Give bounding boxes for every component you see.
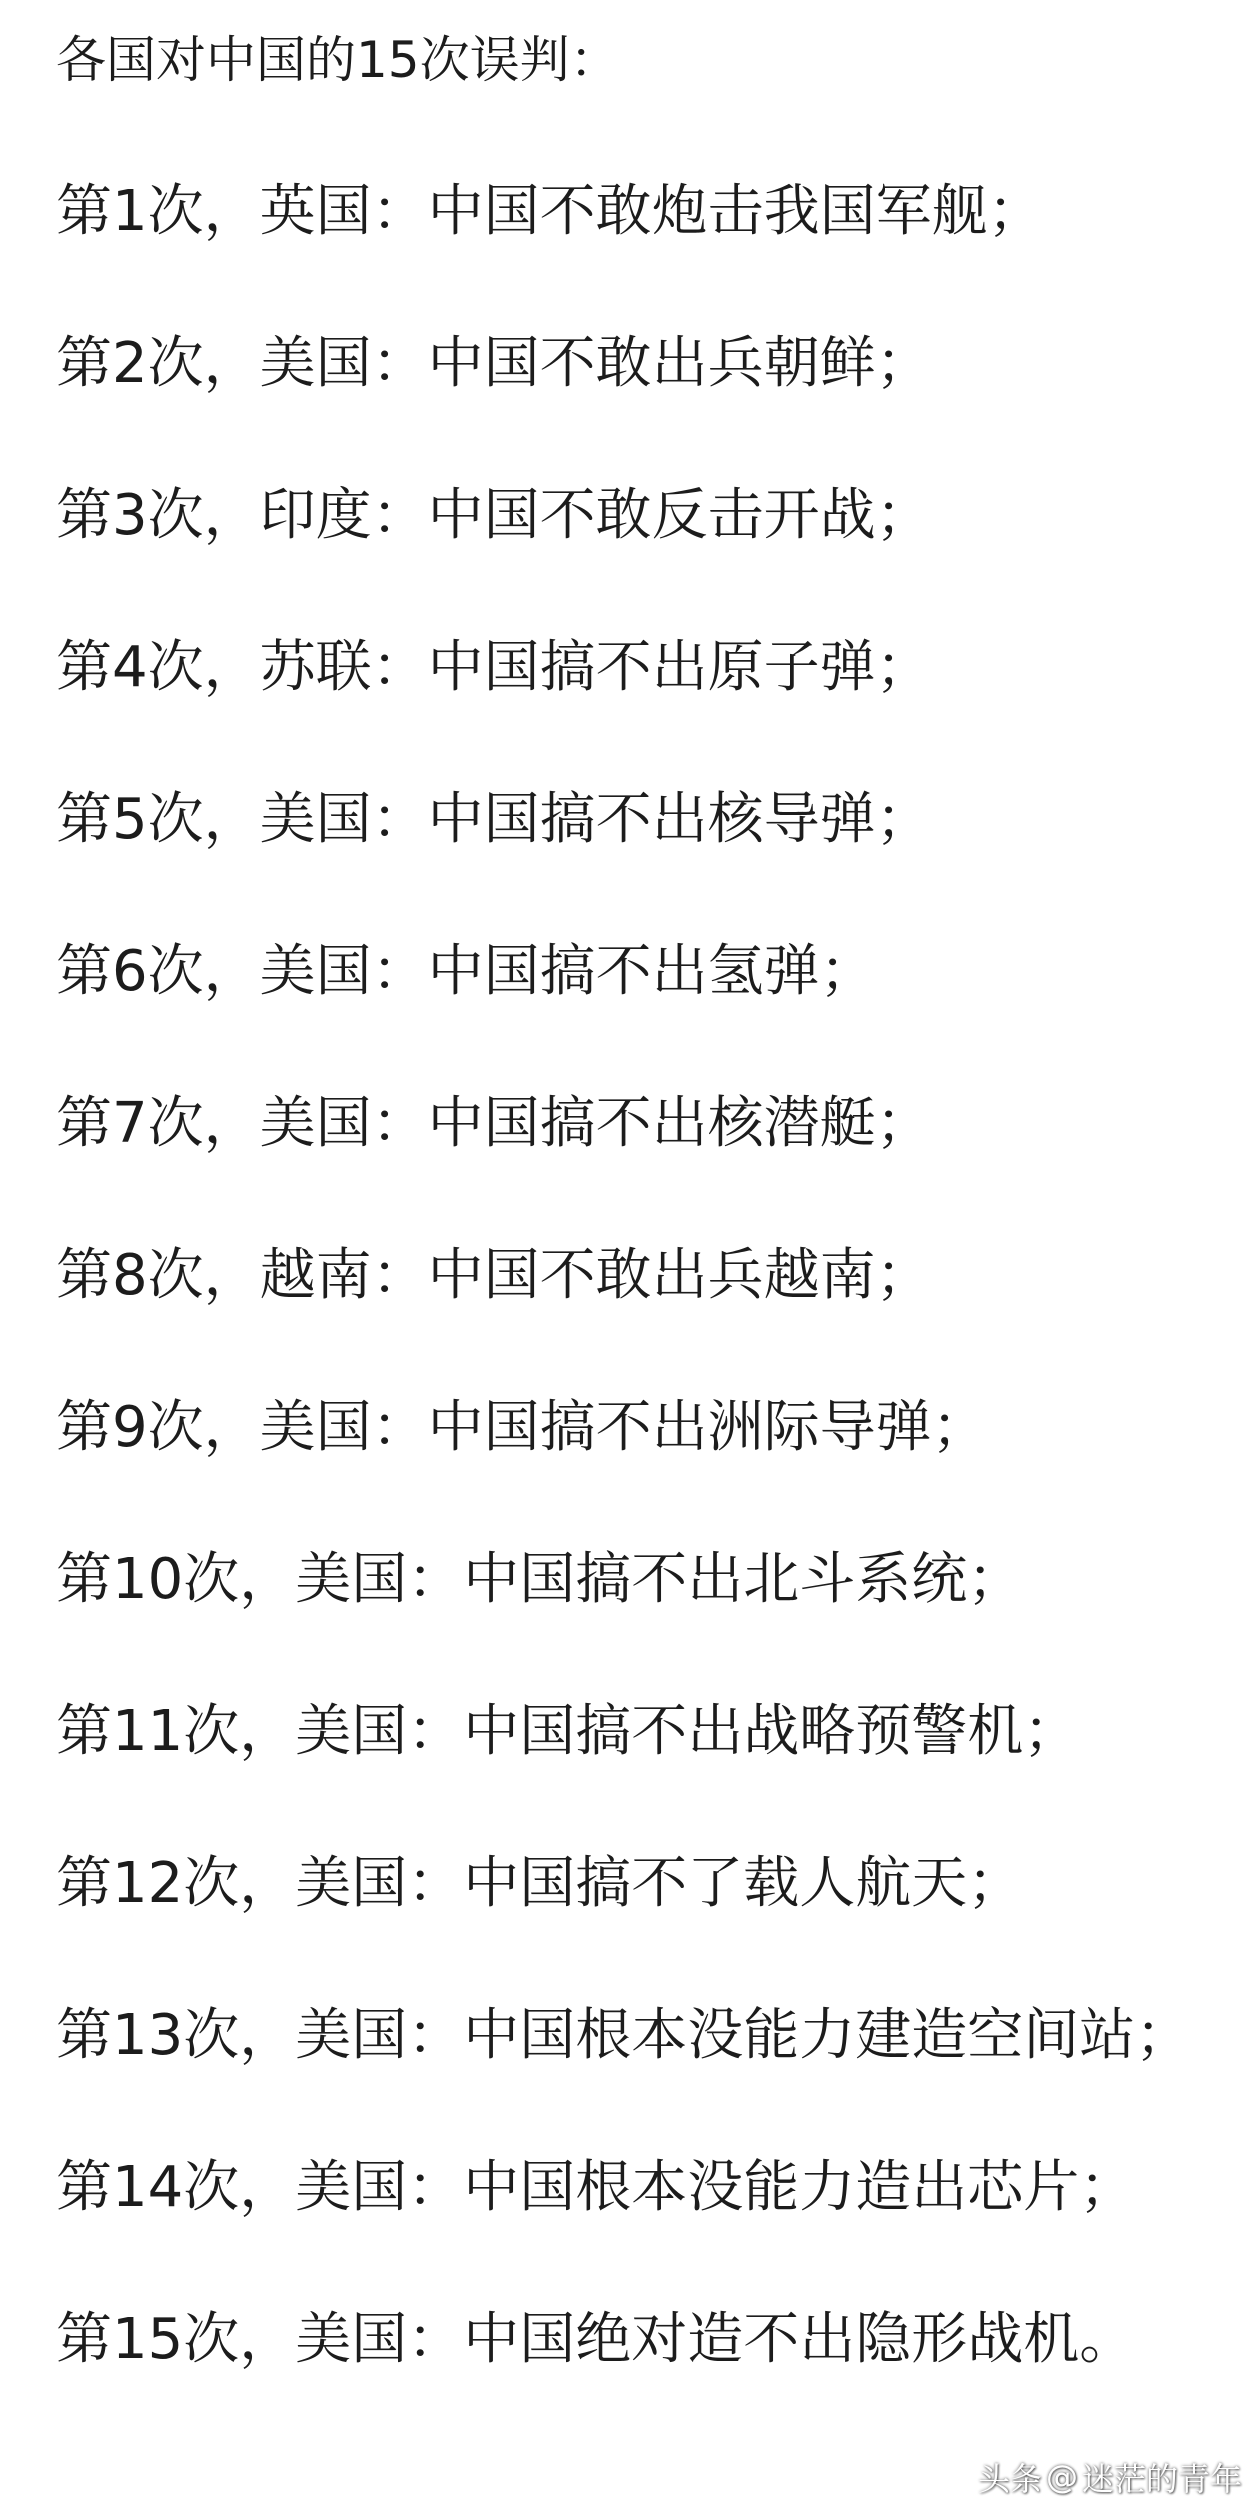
misjudgment-item-15: 第15次，美国：中国绝对造不出隐形战机。 xyxy=(56,2307,1136,2372)
misjudgment-item-4: 第4次，苏联：中国搞不出原子弹； xyxy=(56,635,932,700)
article-body xyxy=(56,22,1216,2378)
misjudgment-item-14: 第14次，美国：中国根本没能力造出芯片； xyxy=(56,2155,1136,2220)
watermark-at-sign: @ xyxy=(1045,2458,1078,2496)
watermark-author: 迷茫的青年 xyxy=(1081,2460,1242,2498)
misjudgment-item-12: 第12次，美国：中国搞不了载人航天； xyxy=(56,1851,1024,1916)
misjudgment-item-2: 第2次，美国：中国不敢出兵朝鲜； xyxy=(56,331,932,396)
misjudgment-item-1: 第1次，英国：中国不敢炮击我国军舰； xyxy=(56,179,1044,244)
misjudgment-item-3: 第3次，印度：中国不敢反击开战； xyxy=(56,483,932,548)
article-heading: 各国对中国的15次误判： xyxy=(56,31,620,89)
watermark-platform: 头条 xyxy=(977,2460,1042,2498)
misjudgment-item-6: 第6次，美国：中国搞不出氢弹； xyxy=(56,939,876,1004)
misjudgment-item-13: 第13次，美国：中国根本没能力建造空间站； xyxy=(56,2003,1192,2068)
misjudgment-item-5: 第5次，美国：中国搞不出核导弹； xyxy=(56,787,932,852)
misjudgment-item-10: 第10次，美国：中国搞不出北斗系统； xyxy=(56,1547,1024,1612)
misjudgment-item-8: 第8次，越南：中国不敢出兵越南； xyxy=(56,1243,932,1308)
misjudgment-item-11: 第11次，美国：中国搞不出战略预警机； xyxy=(56,1699,1080,1764)
misjudgment-item-7: 第7次，美国：中国搞不出核潜艇； xyxy=(56,1091,932,1156)
source-watermark xyxy=(978,2454,1242,2500)
misjudgment-item-9: 第9次，美国：中国搞不出洲际导弹； xyxy=(56,1395,988,1460)
